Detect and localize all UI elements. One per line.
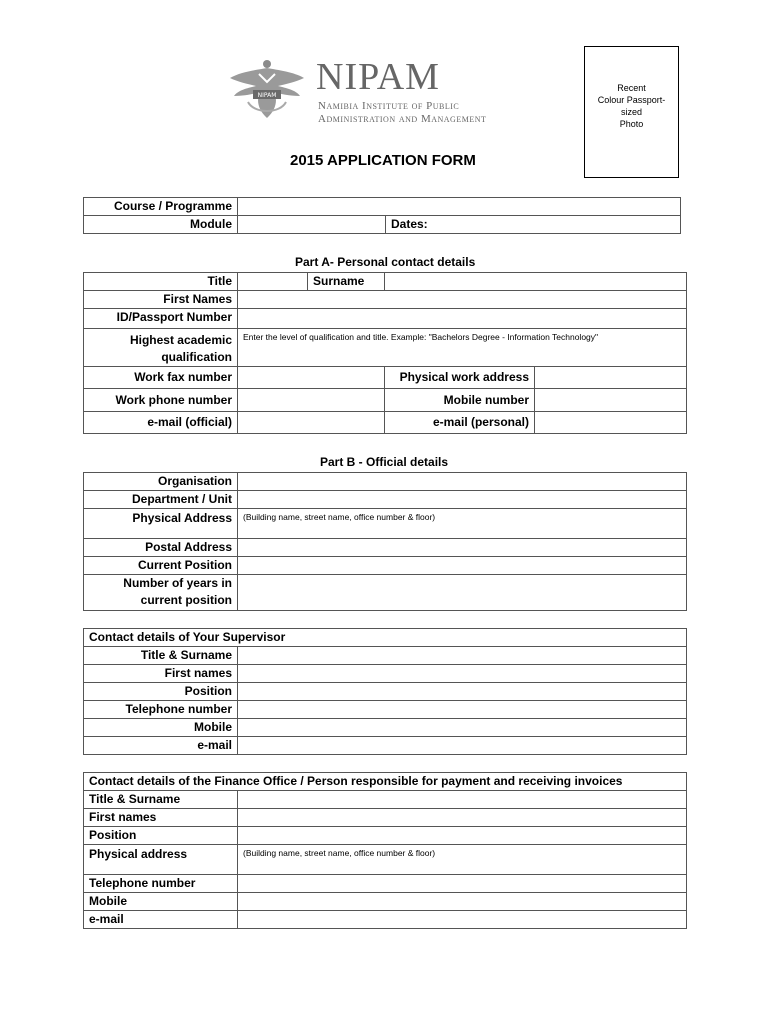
email-personal-label: e-mail (personal): [385, 412, 535, 434]
first-names-field[interactable]: [238, 291, 687, 309]
svg-text:NIPAM: NIPAM: [257, 92, 277, 99]
years-in-position-label: [84, 575, 238, 611]
work-fax-field[interactable]: [238, 367, 385, 389]
part-a-table: [83, 272, 687, 434]
current-position-label: Current Position: [84, 557, 238, 575]
finance-mobile-label: Mobile: [84, 893, 238, 911]
supervisor-heading: Contact details of Your Supervisor: [84, 629, 687, 647]
course-table: [83, 197, 681, 234]
physical-address-field[interactable]: [238, 509, 687, 539]
mobile-number-field[interactable]: [535, 389, 687, 412]
finance-title-surname-label: Title & Surname: [84, 791, 238, 809]
supervisor-first-names-field[interactable]: [238, 665, 687, 683]
photo-caption-1: Recent: [617, 83, 646, 93]
supervisor-telephone-field[interactable]: [238, 701, 687, 719]
logo-subtitle-line1: Namibia Institute of Public: [318, 100, 460, 112]
supervisor-title-surname-label: Title & Surname: [84, 647, 238, 665]
supervisor-first-names-label: First names: [84, 665, 238, 683]
nipam-logo: [226, 56, 501, 128]
dates-field[interactable]: [386, 216, 681, 234]
qualification-label-line2: qualification: [161, 350, 232, 364]
supervisor-position-field[interactable]: [238, 683, 687, 701]
supervisor-email-label: e-mail: [84, 737, 238, 755]
email-official-label: e-mail (official): [84, 412, 238, 434]
postal-address-label: Postal Address: [84, 539, 238, 557]
email-official-field[interactable]: [238, 412, 385, 434]
physical-address-label: Physical Address: [84, 509, 238, 539]
finance-title-surname-field[interactable]: [238, 791, 687, 809]
part-b-table: [83, 472, 687, 611]
photo-placeholder[interactable]: [584, 46, 679, 178]
department-label: Department / Unit: [84, 491, 238, 509]
form-title: 2015 APPLICATION FORM: [290, 152, 476, 169]
supervisor-telephone-label: Telephone number: [84, 701, 238, 719]
organisation-field[interactable]: [238, 473, 687, 491]
part-a-title: Part A- Personal contact details: [295, 255, 476, 269]
finance-position-label: Position: [84, 827, 238, 845]
part-b-title: Part B - Official details: [320, 455, 449, 469]
finance-email-field[interactable]: [238, 911, 687, 929]
finance-telephone-field[interactable]: [238, 875, 687, 893]
postal-address-field[interactable]: [238, 539, 687, 557]
work-phone-label: Work phone number: [84, 389, 238, 412]
logo-subtitle: [318, 100, 486, 126]
physical-work-address-label: Physical work address: [385, 367, 535, 389]
physical-address-hint: (Building name, street name, office number & floor): [243, 512, 436, 522]
supervisor-position-label: Position: [84, 683, 238, 701]
finance-heading: Contact details of the Finance Office / Person responsible for payment and receiving invoices: [84, 773, 687, 791]
supervisor-title-surname-field[interactable]: [238, 647, 687, 665]
years-label-line1: Number of years in: [123, 576, 232, 590]
finance-table: [83, 772, 687, 929]
supervisor-table: [83, 628, 687, 755]
mobile-number-label: Mobile number: [385, 389, 535, 412]
supervisor-mobile-field[interactable]: [238, 719, 687, 737]
course-field[interactable]: [238, 198, 681, 216]
photo-caption-2: Colour Passport-: [597, 95, 666, 105]
finance-physical-address-field[interactable]: [238, 845, 687, 875]
nipam-emblem-icon: [226, 56, 308, 128]
module-label: Module: [84, 216, 238, 234]
email-personal-field[interactable]: [535, 412, 687, 434]
finance-telephone-label: Telephone number: [84, 875, 238, 893]
id-passport-field[interactable]: [238, 309, 687, 329]
finance-mobile-field[interactable]: [238, 893, 687, 911]
finance-first-names-label: First names: [84, 809, 238, 827]
years-label-line2: current position: [140, 593, 232, 607]
department-field[interactable]: [238, 491, 687, 509]
finance-email-label: e-mail: [84, 911, 238, 929]
module-field[interactable]: [238, 216, 386, 234]
dates-label: Dates:: [391, 217, 428, 231]
surname-field[interactable]: [385, 273, 687, 291]
finance-physical-address-label: Physical address: [84, 845, 238, 875]
finance-position-field[interactable]: [238, 827, 687, 845]
logo-subtitle-line2: Administration and Management: [318, 113, 487, 125]
qualification-label-line1: Highest academic: [129, 333, 232, 347]
photo-caption-3: sized: [620, 107, 642, 117]
current-position-field[interactable]: [238, 557, 687, 575]
id-passport-label: ID/Passport Number: [84, 309, 238, 329]
qualification-hint: Enter the level of qualification and title. Example: "Bachelors Degree - Information Technology": [243, 332, 599, 342]
first-names-label: First Names: [84, 291, 238, 309]
physical-work-address-field[interactable]: [535, 367, 687, 389]
surname-label: Surname: [308, 273, 385, 291]
logo-wordmark: NIPAM: [316, 56, 440, 98]
organisation-label: Organisation: [84, 473, 238, 491]
qualification-label: [84, 329, 238, 367]
years-in-position-field[interactable]: [238, 575, 687, 611]
finance-first-names-field[interactable]: [238, 809, 687, 827]
title-field[interactable]: [238, 273, 308, 291]
course-label: Course / Programme: [84, 198, 238, 216]
photo-caption-4: Photo: [619, 119, 644, 129]
work-fax-label: Work fax number: [84, 367, 238, 389]
title-label: Title: [84, 273, 238, 291]
finance-physical-address-hint: (Building name, street name, office number & floor): [243, 848, 436, 858]
work-phone-field[interactable]: [238, 389, 385, 412]
supervisor-mobile-label: Mobile: [84, 719, 238, 737]
qualification-field[interactable]: [238, 329, 687, 367]
supervisor-email-field[interactable]: [238, 737, 687, 755]
